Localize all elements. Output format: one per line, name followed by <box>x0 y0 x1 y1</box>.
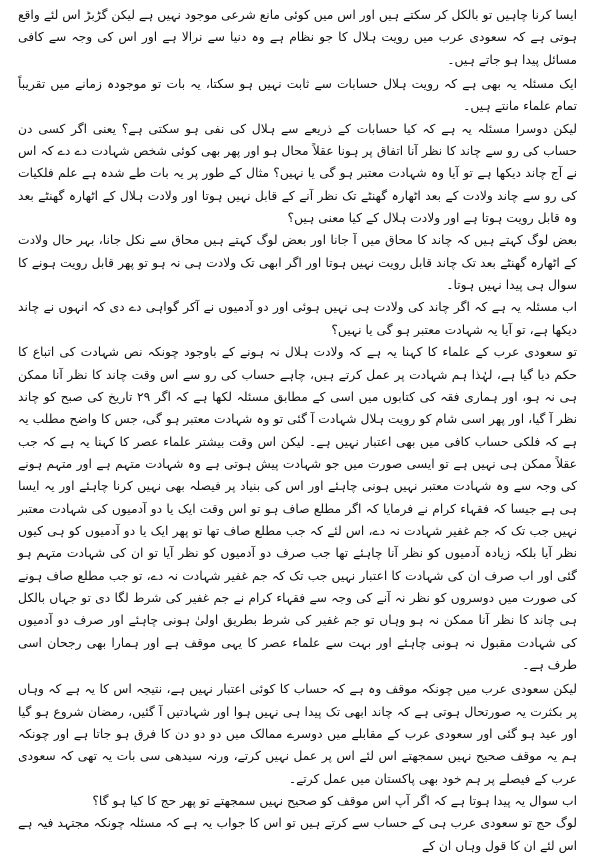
paragraph-4: بعض لوگ کہتے ہیں کہ چاند کا محاق میں آ جانا اور بعض لوگ کہتے ہیں محاق سے نکل جانا، بہر حال ولادت کے اٹھارہ گھنٹے بعد تک چاند قابل رویت نہیں ہوتا اور اگر ابھی تک ولادت ہی نہ ہو تو پھر قابل رویت ہونے کا سوال ہی پیدا نہیں ہوتا۔ <box>18 233 577 293</box>
paragraph-1: ایسا کرنا چاہیں تو بالکل کر سکتے ہیں اور اس میں کوئی مانع شرعی موجود نہیں ہے لیکن گڑبڑ اس لئے واقع ہوتی ہے کہ سعودی عرب میں رویت ہلال کا جو نظام ہے وہ دنیا سے نرالا ہے اور اس کی وجہ سے کافی مسائل پیدا ہو جاتے ہیں۔ <box>18 8 577 67</box>
paragraph-2: ایک مسئلہ یہ بھی ہے کہ رویت ہلال حسابات سے ثابت نہیں ہو سکتا، یہ بات تو موجودہ زمانے میں تقریباً تمام علماء مانتے ہیں۔ <box>18 77 577 114</box>
paragraph-6: تو سعودی عرب کے علماء کا کہنا یہ ہے کہ ولادت ہلال نہ ہونے کے باوجود چونکہ نص شہادت کی اتباع کا حکم دیا گیا ہے، لہٰذا ہم شہادت پر عمل کرتے ہیں، چاہے حساب کی رو سے اس وقت چاند کا نظر آنا ممکن ہی نہ ہو، اور ہماری فقہ کی کتابوں میں اسی کے مطابق مسئلہ لکھا ہے کہ اگر ۲۹ تاریخ کی صبح کو چاند نظر آ گیا، اور پھر اسی شام کو رویت ہلال شہادت آ گئی تو وہ شہادت معتبر ہو گی، جس کا واضح مطلب یہ ہے کہ فلکی حساب کافی میں بھی اعتبار نہیں ہے۔ لیکن اس وقت بیشتر علماء عصر کا کہنا یہ ہے کہ جب عقلاً ممکن ہی نہیں ہے تو ایسی صورت میں جو شہادت پیش ہوتی ہے وہ شہادت متہم ہے اور متہم ہونے کی وجہ سے وہ شہادت معتبر نہیں ہونی چاہئے اور اس کی بنیاد پر فیصلہ بھی نہیں کرنا چاہئے اور یہ ایسا ہی ہے جیسا کہ فقہاء کرام نے فرمایا کہ اگر مطلع صاف ہو تو اس وقت ایک یا دو آدمیوں کی شہادت معتبر نہیں جب تک کہ جم غفیر شہادت نہ دے، اس لئے کہ جب مطلع صاف تھا تو پھر ایک یا دو آدمیوں کو ہی کیوں نظر آیا بلکہ زیادہ آدمیوں کو نظر آنا چاہئے تھا جب صرف دو آدمیوں کو نظر آیا تو ان کی شہادت متہم ہو گئی اور اب صرف ان کی شہادت کا اعتبار نہیں جب تک کہ جم غفیر شہادت نہ دے، تو جب مطلع صاف ہونے کی صورت میں دوسروں کو نظر نہ آنے کی وجہ سے فقہاء کرام نے جم غفیر کی شرط لگا دی تو جہاں بالکل ہی چاند کا نظر آنا ممکن نہ ہو وہاں تو جم غفیر کی شرط بطریق اولیٰ ہونی چاہئے اور صرف دو آدمیوں کی شہادت مقبول نہ ہونی چاہئے اور بہت سے علماء عصر کا یہی موقف ہے اور ہمارا بھی رجحان اسی طرف ہے۔ <box>18 345 578 672</box>
urdu-document-page <box>18 4 577 857</box>
paragraph-8: اب سوال یہ پیدا ہوتا ہے کہ اگر آپ اس موقف کو صحیح نہیں سمجھتے تو پھر حج کا کیا ہو گا؟ <box>92 794 577 809</box>
paragraph-5: اب مسئلہ یہ ہے کہ اگر چاند کی ولادت ہی نہیں ہوئی اور دو آدمیوں نے آکر گواہی دے دی کہ انہوں نے چاند دیکھا ہے، تو آیا یہ شہادت معتبر ہو گی یا نہیں؟ <box>18 300 577 337</box>
paragraph-3: لیکن دوسرا مسئلہ یہ ہے کہ کیا حسابات کے ذریعے سے ہلال کی نفی ہو سکتی ہے؟ یعنی اگر کسی دن حساب کی رو سے چاند کا نظر آنا اتفاق پر ہونا عقلاً محال ہو اور پھر بھی کوئی شخص شہادت دے دے کہ اس نے آج چاند دیکھا ہے تو آیا وہ شہادت معتبر ہو گی یا نہیں؟ مثال کے طور پر یہ بات طے شدہ ہے علم فلکیات کی رو سے چاند ولادت کے بعد اٹھارہ گھنٹے تک نظر آنے کے قابل نہیں ہوتا اور ولادت ہلال کے اٹھارہ گھنٹے بعد وہ قابل رویت ہوتا ہے اور ولادت ہلال کے کیا معنی ہیں؟ <box>18 121 577 226</box>
paragraph-7: لیکن سعودی عرب میں چونکہ موقف وہ ہے کہ حساب کا کوئی اعتبار نہیں ہے، نتیجہ اس کا یہ ہے کہ وہاں پر بکثرت یہ صورتحال ہوتی ہے کہ چاند ابھی تک پیدا ہی نہیں ہوا اور شہادتیں آ گئیں، رمضان شروع ہو گیا اور عید ہو گئی اور سعودی عرب کے مقابلے میں دوسرے ممالک میں دو دو دن کا فرق ہو جاتا ہے اور چونکہ ہم یہ موقف صحیح نہیں سمجھتے اس لئے اس پر عمل نہیں کرتے، ورنہ سیدھی سی بات یہ تھی کہ سعودی عرب کے فیصلے پر ہم خود بھی پاکستان میں عمل کرتے۔ <box>18 682 577 786</box>
paragraph-9: لوگ حج تو سعودی عرب ہی کے حساب سے کرتے ہیں تو اس کا جواب یہ ہے کہ مسئلہ چونکہ مجتہد فیہ ہے اس لئے ان کا قول وہاں ان کے <box>18 816 577 853</box>
